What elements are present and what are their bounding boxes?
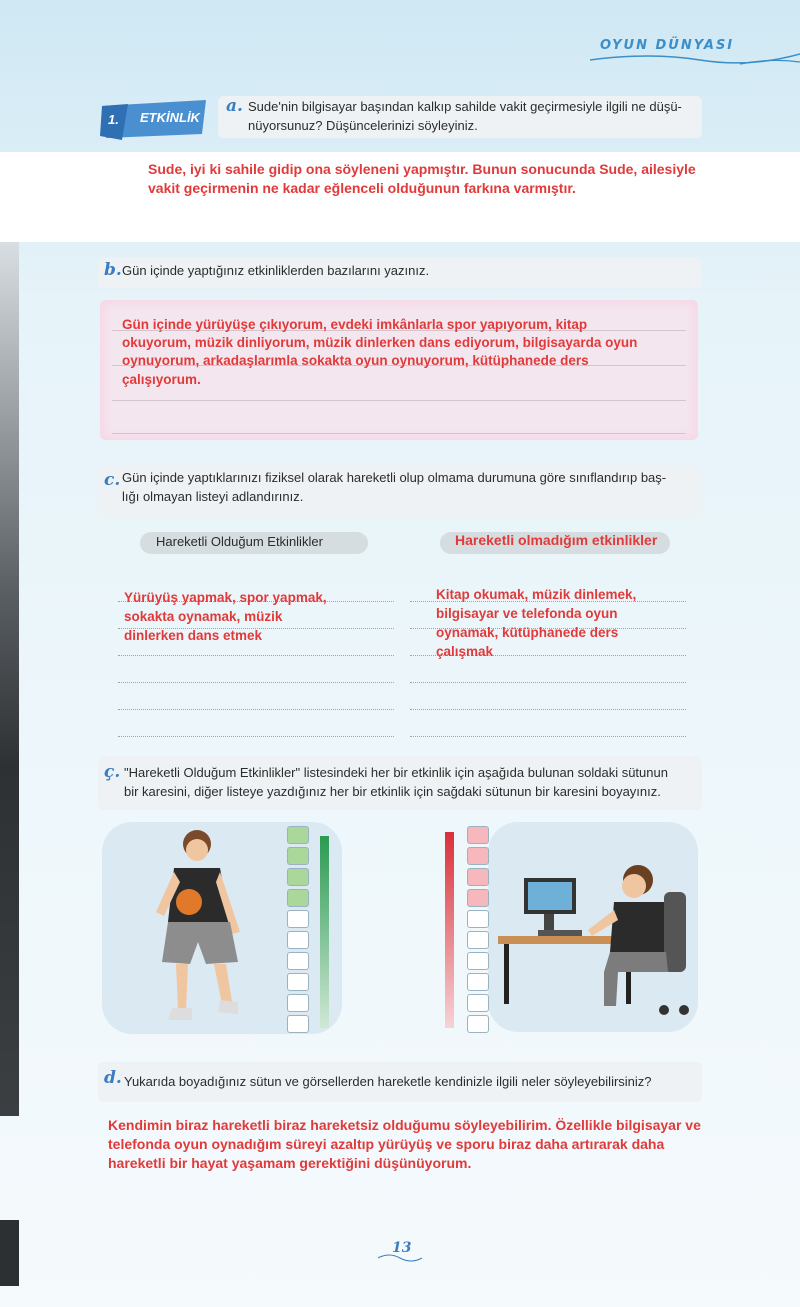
- answer-b-rule: [112, 433, 686, 434]
- active-column: [287, 826, 311, 1036]
- question-cc-letter: ç.: [104, 762, 121, 782]
- answer-d-line3: hareketli bir hayat yaşamam gerektiğini düşünüyorum.: [108, 1155, 472, 1171]
- inactive-level-bar: [445, 832, 454, 1028]
- question-b-text: Gün içinde yaptığınız etkinliklerden bazılarını yazınız.: [122, 263, 430, 278]
- level-box[interactable]: [287, 973, 309, 991]
- question-cc-line2: bir karesini, diğer listeye yazdığınız her bir etkinlik için sağdaki sütunun bir karesini boyayınız.: [124, 784, 661, 799]
- left-list-line: [118, 682, 394, 683]
- left-list-line: [118, 709, 394, 710]
- level-box[interactable]: [467, 952, 489, 970]
- level-box[interactable]: [467, 910, 489, 928]
- level-box[interactable]: [287, 994, 309, 1012]
- answer-a-line1: Sude, iyi ki sahile gidip ona söyleneni yapmıştır. Bunun sonucunda Sude, ailesiyle: [148, 161, 696, 177]
- right-list-line: [410, 736, 686, 737]
- question-b-letter: b.: [104, 260, 122, 280]
- answer-b-line2: okuyorum, müzik dinliyorum, müzik dinlerken dans ediyorum, bilgisayarda oyun: [122, 335, 638, 350]
- question-d-text: Yukarıda boyadığınız sütun ve görsellerden hareketle kendinizle ilgili neler söyleyebilirsiniz?: [124, 1074, 652, 1089]
- level-box[interactable]: [287, 868, 309, 886]
- answer-b-line1: Gün içinde yürüyüşe çıkıyorum, evdeki imkânlarla spor yapıyorum, kitap: [122, 317, 588, 332]
- answer-a-line2: vakit geçirmenin ne kadar eğlenceli olduğunun farkına varmıştır.: [148, 180, 576, 196]
- section-title: OYUN DÜNYASI: [600, 38, 735, 53]
- left-list-answer-line1: Yürüyüş yapmak, spor yapmak,: [124, 590, 327, 605]
- level-box[interactable]: [467, 889, 489, 907]
- inactive-column: [467, 826, 491, 1036]
- left-edge-photo-strip-bottom: [0, 1220, 19, 1286]
- question-d-letter: d.: [104, 1068, 122, 1088]
- left-list-answer-line3: dinlerken dans etmek: [124, 628, 263, 643]
- question-a-line2: nüyorsunuz? Düşüncelerinizi söyleyiniz.: [248, 118, 478, 133]
- question-a-line1: Sude'nin bilgisayar başından kalkıp sahilde vakit geçirmesiyle ilgili ne düşü-: [248, 99, 682, 114]
- level-box[interactable]: [467, 1015, 489, 1033]
- answer-d-line1: Kendimin biraz hareketli biraz hareketsiz olduğumu söyleyebilirim. Özellikle bilgisayar ve: [108, 1117, 701, 1133]
- right-list-line: [410, 682, 686, 683]
- left-list-heading: Hareketli Olduğum Etkinlikler: [156, 534, 323, 549]
- level-box[interactable]: [287, 889, 309, 907]
- level-box[interactable]: [287, 1015, 309, 1033]
- answer-b-rule: [112, 400, 686, 401]
- answer-b-line4: çalışıyorum.: [122, 372, 201, 387]
- level-box[interactable]: [287, 952, 309, 970]
- level-box[interactable]: [287, 847, 309, 865]
- right-list-answer-line1: Kitap okumak, müzik dinlemek,: [436, 587, 637, 602]
- answer-b-line3: oynuyorum, arkadaşlarımla sokakta oyun oynuyorum, kütüphanede ders: [122, 353, 589, 368]
- answer-d-line2: telefonda oyun oynadığım süreyi azaltıp yürüyüş ve sporu biraz daha artırarak daha: [108, 1136, 665, 1152]
- right-list-answer-line4: çalışmak: [436, 644, 494, 659]
- level-box[interactable]: [467, 847, 489, 865]
- level-box[interactable]: [467, 994, 489, 1012]
- level-box[interactable]: [287, 910, 309, 928]
- left-list-line: [118, 736, 394, 737]
- question-c-line2: lığı olmayan listeyi adlandırınız.: [122, 489, 304, 504]
- question-a-letter: a.: [226, 96, 243, 116]
- right-list-line: [410, 709, 686, 710]
- left-list-answer-line2: sokakta oynamak, müzik: [124, 609, 283, 624]
- right-list-answer-line2: bilgisayar ve telefonda oyun: [436, 606, 618, 621]
- left-edge-photo-strip: [0, 240, 19, 1116]
- active-level-bar: [320, 836, 329, 1028]
- question-cc-line1: "Hareketli Olduğum Etkinlikler" listesindeki her bir etkinlik için aşağıda bulunan soldaki sütunun: [124, 765, 668, 780]
- right-list-answer-line3: oynamak, kütüphanede ders: [436, 625, 619, 640]
- level-box[interactable]: [287, 931, 309, 949]
- page-number: 13: [392, 1240, 412, 1256]
- activity-number: 1.: [108, 112, 119, 127]
- level-box[interactable]: [287, 826, 309, 844]
- activity-label: ETKİNLİK: [140, 110, 200, 125]
- level-box[interactable]: [467, 826, 489, 844]
- question-c-line1: Gün içinde yaptıklarınızı fiziksel olarak hareketli olup olmama durumuna göre sınıflandırıp baş-: [122, 470, 667, 485]
- level-box[interactable]: [467, 973, 489, 991]
- level-box[interactable]: [467, 868, 489, 886]
- level-box[interactable]: [467, 931, 489, 949]
- computer-boy-illustration: [488, 822, 698, 1032]
- question-c-letter: c.: [104, 470, 121, 490]
- left-list-line: [118, 655, 394, 656]
- right-list-heading: Hareketli olmadığım etkinlikler: [455, 532, 658, 548]
